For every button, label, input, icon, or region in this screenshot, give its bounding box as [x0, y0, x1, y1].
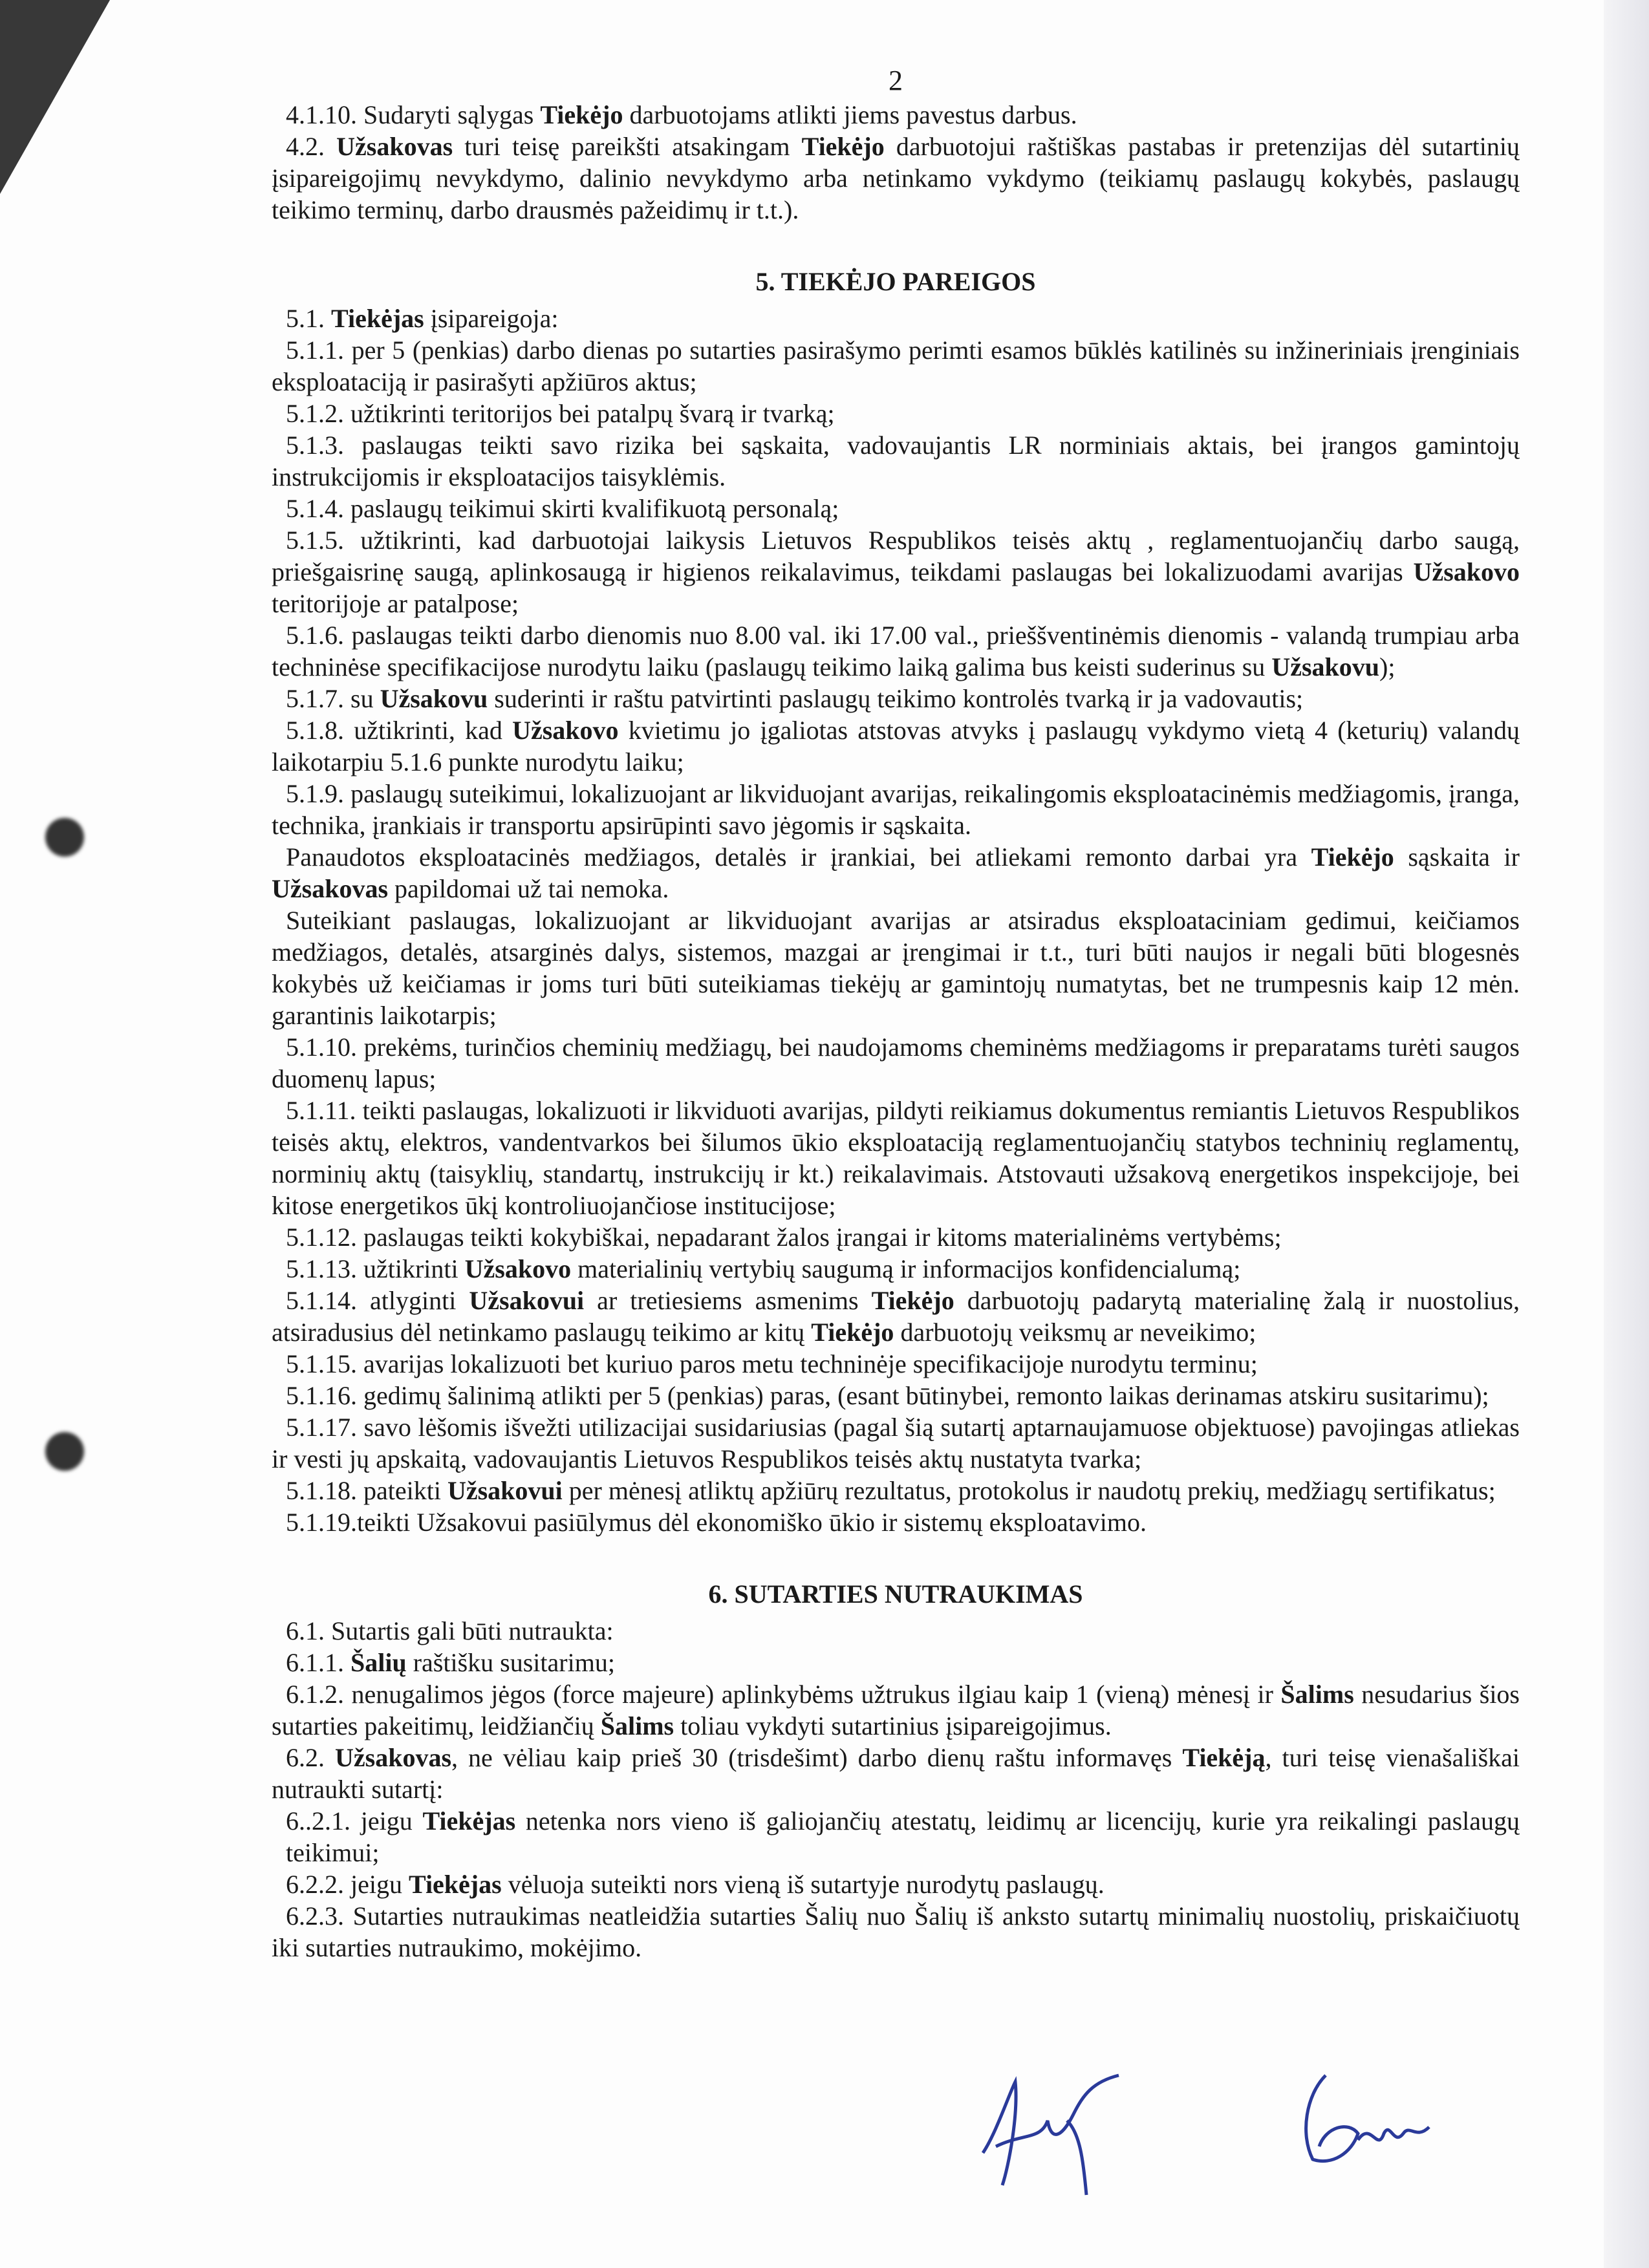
- text-run: 5.1.8. užtikrinti, kad: [286, 716, 513, 745]
- paragraph: [272, 1868, 1520, 1900]
- paragraph: [272, 778, 1520, 841]
- text-run: 5.1.6. paslaugas teikti darbo dienomis nuo 8.00 val. iki 17.00 val., prieššventinėmis dienomis - valandą trumpiau arba techninėse specifikacijose nurodytu laiku (paslaugų teikimo laiką galima bus keisti suderinus su: [272, 621, 1520, 681]
- bold-term: Užsakovu: [380, 684, 488, 713]
- text-run: vėluoja suteikti nors vieną iš sutartyje nurodytų paslaugų.: [501, 1870, 1105, 1899]
- text-run: darbuotojų padarytą materialinę žalą ir nuostolius, atsiradusius dėl netinkamo paslaugų teikimo ar kitų: [272, 1286, 1520, 1347]
- text-run: 5.1.18. pateikti: [286, 1476, 447, 1505]
- signature-2: [1287, 2056, 1455, 2185]
- text-run: kvietimu jo įgaliotas atstovas atvyks į paslaugų vykdymo vietą 4 (keturių) valandų laikotarpiu 5.1.6 punkte nurodytu laiku;: [272, 716, 1520, 776]
- bold-term: Tiekėjo: [1311, 842, 1394, 872]
- text-run: 6.1.1.: [286, 1648, 350, 1677]
- text-run: , turi teisę vienašališkai nutraukti sutartį:: [272, 1743, 1520, 1804]
- text-run: 5.1.4. paslaugų teikimui skirti kvalifikuotą personalą;: [286, 494, 839, 523]
- bold-term: Tiekėjas: [408, 1870, 502, 1899]
- text-run: Panaudotos eksploatacinės medžiagos, detalės ir įrankiai, bei atliekami remonto darbai yra: [286, 842, 1311, 872]
- punch-hole: [45, 1432, 84, 1471]
- text-run: 5.1.9. paslaugų suteikimui, lokalizuojant ar likviduojant avarijas, reikalingomis eksploatacinėmis medžiagomis, įranga, technika, įrankiais ir transportu apsirūpinti savo jėgomis ir sąskaita.: [272, 779, 1520, 840]
- signature-1: [970, 2056, 1138, 2198]
- text-run: turi teisę pareikšti atsakingam: [453, 132, 802, 161]
- paragraph: [272, 131, 1520, 226]
- paragraph: [272, 524, 1520, 619]
- paragraph: [272, 1805, 1520, 1868]
- paragraph: [272, 1380, 1520, 1411]
- document-body: [272, 99, 1520, 1963]
- paragraph: [272, 1095, 1520, 1221]
- text-run: ar tretiesiems asmenims: [584, 1286, 872, 1315]
- paragraph: [272, 619, 1520, 683]
- bold-term: Tiekėjo: [811, 1318, 894, 1347]
- paragraph: [272, 904, 1520, 1031]
- text-run: materialinių vertybių saugumą ir informacijos konfidencialumą;: [571, 1254, 1241, 1283]
- paragraph: [272, 334, 1520, 398]
- bold-term: Tiekėjas: [422, 1806, 516, 1835]
- text-run: 5.1.15. avarijas lokalizuoti bet kuriuo paros metu techninėje specifikacijoje nurodytu terminu;: [286, 1349, 1258, 1378]
- text-run: 5.1.3. paslaugas teikti savo rizika bei sąskaita, vadovaujantis LR norminiais aktais, bei įrangos gamintojų instrukcijomis ir eksploatacijos taisyklėmis.: [272, 431, 1520, 491]
- bold-term: Užsakovas: [272, 874, 389, 903]
- text-run: 5.1.16. gedimų šalinimą atlikti per 5 (penkias) paras, (esant būtinybei, remonto laikas derinamas atskiru susitarimu);: [286, 1381, 1489, 1410]
- text-run: 6.2.3. Sutarties nutraukimas neatleidžia sutarties Šalių nuo Šalių iš anksto sutartų minimalių nuostolių, priskaičiuotų iki sutarties nutraukimo, mokėjimo.: [272, 1901, 1520, 1962]
- text-run: 5.1.17. savo lėšomis išvežti utilizacijai susidariusias (pagal šią sutartį aptarnaujamuose objektuose) pavojingas atliekas ir vesti jų apskaitą, vadovaujantis Lietuvos Respublikos teisės aktų nustatyta tvarka;: [272, 1413, 1520, 1473]
- text-run: 5.1.19.teikti Užsakovui pasiūlymus dėl ekonomiško ūkio ir sistemų eksploatavimo.: [286, 1508, 1147, 1537]
- text-run: 4.2.: [286, 132, 337, 161]
- bold-term: Užsakovui: [469, 1286, 585, 1315]
- paragraph: [272, 1678, 1520, 1742]
- text-run: 5.1.7. su: [286, 684, 380, 713]
- text-run: papildomai už tai nemoka.: [388, 874, 669, 903]
- text-run: 5.1.12. paslaugas teikti kokybiškai, nepadarant žalos įrangai ir kitoms materialinėms vertybėms;: [286, 1223, 1282, 1252]
- text-run: toliau vykdyti sutartinius įsipareigojimus.: [674, 1711, 1112, 1740]
- bold-term: Tiekėjo: [540, 100, 623, 129]
- text-run: įsipareigoja:: [424, 304, 559, 333]
- paragraph: [272, 1647, 1520, 1678]
- text-run: );: [1379, 652, 1396, 681]
- text-run: darbuotojų veiksmų ar neveikimo;: [894, 1318, 1256, 1347]
- text-run: 5.1.5. užtikrinti, kad darbuotojai laikysis Lietuvos Respublikos teisės aktų , reglamentuojančių darbo saugą, priešgaisrinę saugą, aplinkosaugą ir higienos reikalavimus, teikdami paslaugas bei lokalizuodami avarijas: [272, 526, 1520, 586]
- text-run: teritorijoje ar patalpose;: [272, 589, 519, 618]
- paragraph: [272, 1285, 1520, 1348]
- scan-edge: [1604, 0, 1649, 2268]
- text-run: 5.1.: [286, 304, 331, 333]
- paragraph: [272, 429, 1520, 493]
- section-heading: [272, 1578, 1520, 1610]
- text-run: , ne vėliau kaip prieš 30 (trisdešimt) darbo dienų raštu informavęs: [451, 1743, 1183, 1772]
- page-number: 2: [889, 65, 903, 96]
- text-run: 5.1.10. prekėms, turinčios cheminių medžiagų, bei naudojamoms cheminėms medžiagoms ir preparatams turėti saugos duomenų lapus;: [272, 1032, 1520, 1093]
- paragraph: [272, 714, 1520, 778]
- text-run: 6..2.1. jeigu: [286, 1806, 423, 1835]
- bold-term: Šalims: [1280, 1680, 1354, 1709]
- text-run: nesudarius šios sutarties pakeitimų, leidžiančių: [272, 1680, 1520, 1740]
- bold-term: Užsakovu: [1271, 652, 1380, 681]
- text-run: sąskaita ir: [1394, 842, 1520, 872]
- document-page: [272, 65, 1520, 1963]
- text-run: 5.1.13. užtikrinti: [286, 1254, 465, 1283]
- bold-term: Tiekėjo: [871, 1286, 954, 1315]
- bold-term: Šalims: [600, 1711, 674, 1740]
- text-run: raštišku susitarimu;: [406, 1648, 615, 1677]
- paragraph: [272, 303, 1520, 334]
- text-run: 4.1.10. Sudaryti sąlygas: [286, 100, 541, 129]
- bold-term: Užsakovo: [1413, 557, 1520, 586]
- paragraph: [272, 1253, 1520, 1285]
- bold-term: Užsakovui: [447, 1476, 563, 1505]
- paragraph: [272, 841, 1520, 904]
- bold-term: Šalių: [350, 1648, 407, 1677]
- paragraph: [272, 1475, 1520, 1506]
- punch-hole: [45, 818, 84, 857]
- bold-term: 6. SUTARTIES NUTRAUKIMAS: [708, 1579, 1083, 1609]
- bold-term: Užsakovo: [464, 1254, 572, 1283]
- paragraph: [272, 1900, 1520, 1963]
- text-run: 6.1.2. nenugalimos jėgos (force majeure) aplinkybėms užtrukus ilgiau kaip 1 (vieną) mėnesį ir: [286, 1680, 1281, 1709]
- paragraph: [272, 99, 1520, 131]
- bold-term: 5. TIEKĖJO PAREIGOS: [755, 267, 1036, 296]
- paragraph: [272, 1348, 1520, 1380]
- paragraph: [272, 398, 1520, 429]
- paragraph: [272, 1742, 1520, 1805]
- section-heading: [272, 266, 1520, 297]
- text-run: suderinti ir raštu patvirtinti paslaugų teikimo kontrolės tvarką ir ja vadovautis;: [488, 684, 1304, 713]
- text-run: 6.2.: [286, 1743, 336, 1772]
- text-run: darbuotojams atlikti jiems pavestus darbus.: [623, 100, 1077, 129]
- bold-term: Tiekėjas: [331, 304, 424, 333]
- paragraph: [272, 1615, 1520, 1647]
- paragraph: [272, 493, 1520, 524]
- text-run: 6.1. Sutartis gali būti nutraukta:: [286, 1616, 614, 1645]
- text-run: per mėnesį atliktų apžiūrų rezultatus, protokolus ir naudotų prekių, medžiagų sertifikatus;: [562, 1476, 1496, 1505]
- text-run: 6.2.2. jeigu: [286, 1870, 409, 1899]
- bold-term: Užsakovo: [512, 716, 619, 745]
- paragraph: [272, 1411, 1520, 1475]
- text-run: 5.1.14. atlyginti: [286, 1286, 469, 1315]
- bold-term: Užsakovas: [336, 132, 453, 161]
- text-run: netenka nors vieno iš galiojančių atestatų, leidimų ar licencijų, kurie yra reikalingi paslaugų teikimui;: [286, 1806, 1520, 1867]
- bold-term: Tiekėją: [1182, 1743, 1266, 1772]
- bold-term: Užsakovas: [335, 1743, 452, 1772]
- paragraph: [272, 1221, 1520, 1253]
- scan-corner-shadow: [0, 0, 110, 194]
- text-run: darbuotojui raštiškas pastabas ir pretenzijas dėl sutartinių įsipareigojimų nevykdymo, dalinio nevykdymo arba netinkamo vykdymo (teikiamų paslaugų kokybės, paslaugų teikimo terminų, darbo drausmės pažeidimų ir t.t.).: [272, 132, 1520, 224]
- text-run: Suteikiant paslaugas, lokalizuojant ar likviduojant avarijas ar atsiradus eksploataciniam gedimui, keičiamos medžiagos, detalės, atsarginės dalys, sistemos, mazgai ar įrengimai ir t.t., turi būti naujos ir negali būti blogesnės kokybės už keičiamas ir joms turi būti suteikiamas tiekėjų ar gamintojų numatytas, bet ne trumpesnis kaip 12 mėn. garantinis laikotarpis;: [272, 906, 1520, 1030]
- text-run: 5.1.11. teikti paslaugas, lokalizuoti ir likviduoti avarijas, pildyti reikiamus dokumentus remiantis Lietuvos Respublikos teisės aktų, elektros, vandentvarkos bei šilumos ūkio eksploataciją reglamentuojančių statybos techninių reglamentų, norminių aktų (taisyklių, standartų, instrukcijų ir kt.) reikalavimais. Atstovauti užsakovą energetikos inspekcijoje, bei kitose energetikos ūkį kontroliuojančiose institucijose;: [272, 1096, 1520, 1220]
- paragraph: [272, 1506, 1520, 1538]
- paragraph: [272, 1031, 1520, 1095]
- paragraph: [272, 683, 1520, 714]
- text-run: 5.1.2. užtikrinti teritorijos bei patalpų švarą ir tvarką;: [286, 399, 835, 428]
- text-run: 5.1.1. per 5 (penkias) darbo dienas po sutarties pasirašymo perimti esamos būklės katilinės su inžineriniais įrenginiais eksploataciją ir pasirašyti apžiūros aktus;: [272, 336, 1520, 396]
- bold-term: Tiekėjo: [801, 132, 885, 161]
